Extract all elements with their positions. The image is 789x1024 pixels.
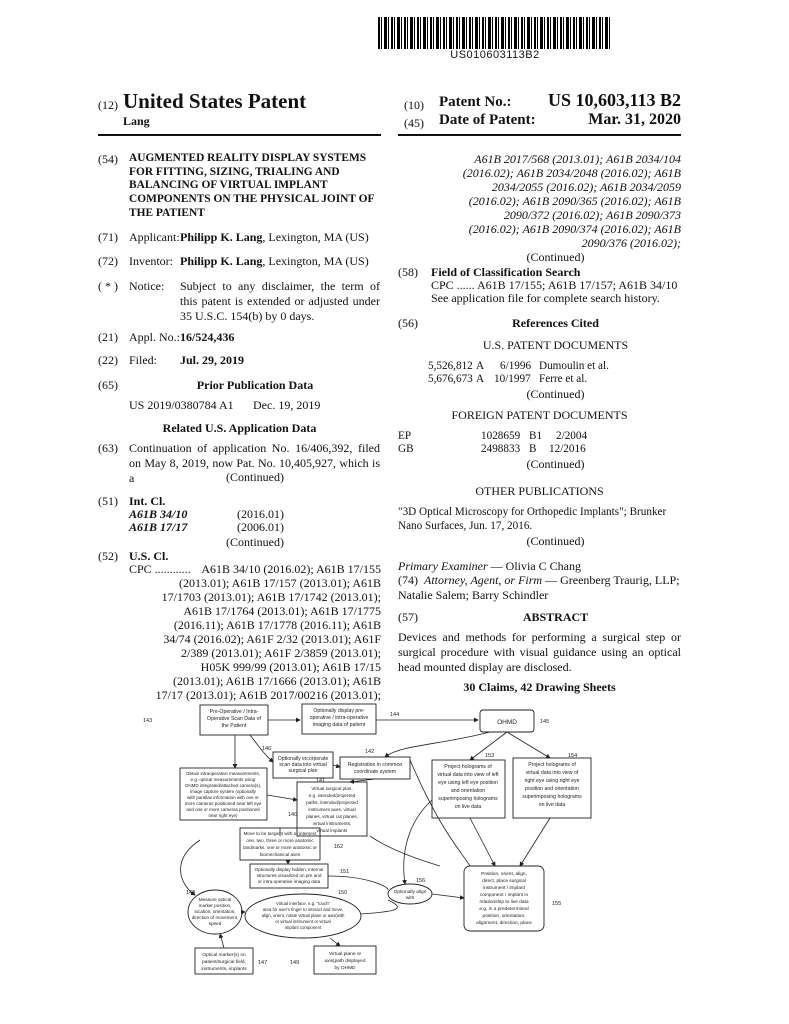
field-see: See application file for complete search history.: [431, 291, 660, 305]
box-148-line: location, orientation,: [194, 909, 236, 914]
appl-no-label: Appl. No.:: [129, 330, 180, 344]
cpc-line: (2013.01); A61B 17/1666 (2013.01); A61B: [172, 674, 381, 688]
box-148-line: direction of movement,: [191, 915, 239, 920]
ref-country: GB: [398, 443, 414, 455]
header-rule-left: [98, 134, 381, 136]
applicant-label: Applicant:: [129, 230, 180, 244]
box-144-line: imaging data of patient: [312, 722, 366, 728]
other-publications-heading: OTHER PUBLICATIONS: [475, 484, 604, 498]
box-140-line: more cameras positioned near left eye: [184, 801, 262, 806]
box-153-line: and orientation: [450, 788, 486, 794]
box-154-line: superimposing holograms: [522, 794, 582, 800]
cpc-cont-line: 2090/376 (2016.02);: [581, 236, 681, 250]
box-149-line: by OHMD: [334, 966, 356, 971]
box-148-line: marker position,: [198, 903, 232, 908]
applicant-location: , Lexington, MA (US): [262, 230, 369, 244]
box-141-line: virtual implants: [316, 828, 348, 833]
box-150-line: align, orient, rotate virtual plane or axis(with: [261, 913, 345, 918]
ref-number: 2498833: [481, 443, 521, 455]
cpc-cont-line: (2016.02); A61B 2090/374 (2016.02); A61B: [468, 222, 681, 236]
code-56: (56): [398, 316, 418, 330]
inventor-name: Philipp K. Lang: [180, 254, 263, 268]
ref-name: Dumoulin et al.: [539, 360, 609, 372]
inventor: [180, 254, 369, 269]
ref-numeral: 143: [143, 718, 153, 724]
box-150-line: Virtual interface, e.g. "touch": [275, 901, 331, 906]
box-150-line: implant component: [284, 925, 322, 930]
box-150-line: or virtual instrument or virtual: [275, 919, 331, 924]
filed-label: Filed:: [129, 353, 158, 367]
notice-code: ( * ): [98, 279, 118, 293]
box-153-line: virtual data into view of left: [437, 772, 499, 778]
ref-numeral: 152: [334, 844, 344, 850]
code-51: (51): [98, 494, 118, 508]
code-65: (65): [98, 378, 118, 392]
box-146-line: surgical plan: [288, 768, 318, 774]
ref-numeral: 156: [416, 878, 426, 884]
ref-numeral: 140: [288, 812, 298, 818]
box-155-line: alignment, direction, place: [476, 921, 532, 926]
code-71: (71): [98, 230, 118, 244]
code-63: (63): [98, 441, 118, 455]
applicant-name: Philipp K. Lang: [180, 230, 263, 244]
ref-numeral: 141: [316, 778, 326, 784]
code-54: (54): [98, 152, 118, 166]
cpc-line: (2013.01); A61B 17/157 (2013.01); A61B: [178, 576, 381, 590]
box-142: [340, 757, 410, 779]
ref-numeral: 155: [552, 901, 562, 907]
box-154-line: on live data: [538, 802, 566, 808]
header-rule-right: [398, 134, 681, 136]
ref-numeral: 150: [338, 890, 348, 896]
field-heading: Field of Classification Search: [431, 265, 581, 279]
cpc-line: (2016.11); A61B 17/1778 (2016.11); A61B: [173, 618, 381, 632]
inventor-location: , Lexington, MA (US): [262, 254, 369, 268]
ref-number: 5,676,673: [428, 373, 473, 385]
ref-numeral: 146: [262, 746, 272, 752]
box-156-line: Optionally align: [393, 890, 427, 895]
cpc-cont-line: 2034/2055 (2016.02); A61B 2034/2059: [491, 180, 681, 194]
continuation-text: Continuation of application No. 16/406,392, filed on May 8, 2019, now Pat. No. 10,405,927, which is a: [129, 441, 380, 485]
box-144-line: operative / intra-operative: [309, 715, 369, 721]
box-154-line: right eye using right eye: [524, 778, 580, 784]
box-155-line: position, orientation,: [482, 914, 526, 919]
box-151-line: Optionally display hidden, internal: [254, 867, 324, 872]
related-heading: Related U.S. Application Data: [162, 421, 317, 435]
code-57: (57): [398, 610, 418, 624]
inventor-label: Inventor:: [129, 254, 173, 268]
box-143-line: Pre-Operative / Intra-: [209, 709, 259, 715]
examiner-label: Primary Examiner: [398, 559, 488, 573]
box-141-line: virtual instruments,: [312, 821, 352, 826]
box-155-line: direct, place surgical: [482, 879, 526, 884]
cpc-line: A61B 34/10 (2016.02); A61B 17/155: [201, 562, 381, 576]
cpc-cont-line: (2016.02); A61B 2090/365 (2016.02); A61B: [468, 194, 681, 208]
ref-numeral: 154: [568, 753, 578, 759]
cpc-label: CPC ............: [129, 562, 191, 576]
box-152-line: Move to be tangent with or intersect: [243, 831, 317, 836]
ref-number: 5,526,812: [428, 360, 473, 372]
box-141-line: instrument axes, virtual: [308, 807, 356, 812]
us-reference-row: [428, 373, 681, 387]
patent-number-label: Patent No.:: [439, 94, 512, 110]
box-147-line: instruments, implants: [201, 967, 247, 972]
document-title: United States Patent: [123, 89, 307, 113]
ref-numeral: 148: [186, 890, 196, 896]
box-149-line: Virtual plane or: [328, 952, 362, 957]
us-docs-heading: U.S. PATENT DOCUMENTS: [482, 338, 629, 352]
cpc-line: 17/17 (2013.01); A61B 2017/00216 (2013.01);: [155, 688, 381, 702]
ref-name: Ferre et al.: [539, 373, 588, 385]
int-cl-more: (Continued): [226, 535, 284, 549]
foreign-docs-more: (Continued): [526, 457, 585, 471]
cpc-line: 34/74 (2016.02); A61F 2/32 (2013.01); A61F: [163, 632, 381, 646]
ref-kind: A: [476, 373, 485, 385]
abstract-text: Devices and methods for performing a surgical step or surgical procedure with visual guidance using an optical head mounted display are disclosed.: [398, 630, 681, 674]
barcode-number: US010603113B2: [450, 49, 540, 61]
box-146-line: scan data into virtual: [279, 762, 327, 768]
box-150-line: area for user's finger to interact and move,: [262, 907, 344, 912]
cpc-cont-line: 2090/372 (2016.02); A61B 2090/373: [503, 208, 681, 222]
box-144-line: Optionally display pre-: [313, 708, 365, 714]
box-140-line: OHMD integrated/attached camera(s),: [184, 783, 262, 788]
us-cl-label: U.S. Cl.: [129, 549, 169, 563]
box-140-line: near right eye): [208, 813, 238, 818]
inventor-short: Lang: [123, 114, 150, 128]
box-155-line: instrument / implant: [483, 886, 525, 891]
notice-label: Notice:: [129, 279, 165, 293]
box-148-line: Measure optical: [198, 897, 232, 902]
box-151-line: structures visualized on pre and: [256, 873, 322, 878]
other-publication: "3D Optical Microscopy for Orthopedic Implants"; Brunker Nano Surfaces, Jun. 17, 2016.: [398, 506, 667, 532]
code-21: (21): [98, 330, 118, 344]
int-cl-class: A61B 34/10: [129, 507, 188, 521]
kind-code-12: (12): [98, 98, 118, 112]
box-147-line: patient/surgical field,: [202, 960, 246, 965]
int-cl-class: A61B 17/17: [129, 520, 188, 534]
cpc-cont-line: (2016.02); A61B 2034/2048 (2016.02); A61B: [462, 166, 681, 180]
field-cpc: CPC ...... A61B 17/155; A61B 17/157; A61B 34/10: [431, 278, 678, 292]
box-142-line: Registration in common: [347, 762, 403, 768]
box-140-line: e.g. optical measurements using: [190, 777, 256, 782]
box-155-line: relationship to live data: [479, 900, 529, 905]
code-74: (74): [398, 573, 418, 587]
code-52: (52): [98, 549, 118, 563]
box-147-line: Optical marker(s) on: [202, 953, 246, 958]
box-154-line: Project holograms of: [528, 762, 576, 768]
box-140-line: with parallax information with one or: [187, 795, 259, 800]
examiner-name: — Olivia C Chang: [487, 559, 581, 573]
box-155-line: component / implant in: [479, 893, 529, 898]
invention-title: AUGMENTED REALITY DISPLAY SYSTEMS FOR FITTING, SIZING, TRIALING AND BALANCING OF VIRTUAL IMPLANT COMPONENTS ON THE PHYSICAL JOINT OF THE PATIENT: [129, 152, 375, 219]
applicant: [180, 230, 369, 245]
attorney: [398, 573, 681, 603]
ref-numeral: 147: [258, 960, 268, 966]
box-153-line: eye using left eye position: [438, 780, 498, 786]
box-142-line: coordinate system: [353, 769, 397, 775]
ref-date: 6/1996: [500, 360, 532, 372]
abstract-heading: ABSTRACT: [522, 610, 589, 624]
cpc-line: A61B 17/1764 (2013.01); A61B 17/1775: [183, 604, 381, 618]
code-22: (22): [98, 353, 118, 367]
box-143-line: the Patient: [221, 723, 247, 729]
box-152-line: biomechanical axes: [259, 852, 301, 857]
ref-numeral: 142: [365, 749, 375, 755]
barcode: [378, 17, 612, 49]
foreign-reference-row: [398, 430, 681, 444]
box-153-line: on live data: [454, 804, 482, 810]
box-141-line: e.g. intended/projected: [308, 793, 356, 798]
prior-publication-date: Dec. 19, 2019: [253, 398, 321, 412]
ref-numeral: 145: [540, 719, 550, 725]
us-reference-row: [428, 360, 681, 374]
ref-date: 10/1997: [494, 373, 531, 385]
cpc-line: 17/1703 (2013.01); A61B 17/1742 (2013.01);: [161, 590, 381, 604]
foreign-docs-heading: FOREIGN PATENT DOCUMENTS: [451, 408, 628, 422]
code-58: (58): [398, 265, 418, 279]
ref-country: EP: [398, 430, 412, 442]
ref-date: 12/2016: [549, 443, 586, 455]
us-docs-more: (Continued): [526, 387, 585, 401]
box-154-line: virtual data into view of: [525, 770, 579, 776]
int-cl-version: (2016.01): [237, 507, 284, 521]
code-72: (72): [98, 254, 118, 268]
cpc-line: 2/389 (2013.01); A61F 2/3859 (2013.01);: [181, 646, 381, 660]
box-140-line: and one or more cameras positioned: [186, 807, 260, 812]
notice-text: Subject to any disclaimer, the term of this patent is extended or adjusted under 35 U.S.C. 154(b) by 0 days.: [180, 279, 380, 323]
box-154-line: position and orientation: [525, 786, 579, 792]
ref-numeral: 151: [340, 869, 350, 875]
date-of-patent: Mar. 31, 2020: [588, 111, 681, 128]
box-141-line: Virtual surgical plan,: [311, 786, 353, 791]
box-141-line: paths, intended/projected: [306, 800, 358, 805]
box-143-line: Operative Scan Data of: [207, 716, 261, 722]
other-publications-more: (Continued): [526, 534, 585, 548]
int-cl-label: Int. Cl.: [129, 494, 166, 508]
ref-numeral: 149: [290, 960, 300, 966]
cpc-cont-more: (Continued): [526, 250, 585, 264]
appl-no: 16/524,436: [180, 330, 235, 344]
attorney-label: Attorney, Agent, or Firm: [424, 573, 543, 587]
box-140-line: image capture system (optionally: [190, 789, 256, 794]
ref-number: 1028659: [481, 430, 521, 442]
attorney-names: — Greenberg Traurig, LLP; Natalie Salem; Barry Schindler: [398, 573, 680, 602]
code-10: (10): [404, 98, 424, 112]
continuation-more: (Continued): [226, 470, 284, 484]
box-153-line: Project holograms of: [444, 764, 492, 770]
ref-numeral: 153: [485, 753, 495, 759]
box-155-line: e.g. in a predetermined: [479, 907, 529, 912]
box-146-line: Optionally incorporate: [277, 756, 329, 762]
claims-count: 30 Claims, 42 Drawing Sheets: [463, 680, 616, 694]
box-153-line: superimposing holograms: [438, 796, 498, 802]
int-cl-version: (2006.01): [237, 520, 284, 534]
box-152-line: landmarks, one or more anatomic or: [243, 845, 317, 850]
ref-numeral: 144: [390, 712, 400, 718]
box-141-line: planes, virtual cut planes,: [306, 814, 358, 819]
box-148-line: speed: [208, 921, 222, 926]
prior-publication-heading: Prior Publication Data: [196, 378, 314, 392]
cpc-line: H05K 999/99 (2013.01); A61B 17/15: [200, 660, 381, 674]
filed-date: Jul. 29, 2019: [180, 353, 245, 367]
box-140-line: Obtain intraoperative measurements,: [185, 771, 261, 776]
box-151-line: or intra-operative imaging data: [257, 879, 321, 884]
primary-examiner: [398, 559, 581, 574]
cpc-cont-line: A61B 2017/568 (2013.01); A61B 2034/104: [474, 152, 681, 166]
references-heading: References Cited: [512, 316, 599, 330]
flow-diagram: [140, 700, 610, 985]
box-155-line: Position, orient, align,: [481, 872, 527, 877]
patent-number: US 10,603,113 B2: [547, 90, 681, 110]
ref-kind: B1: [529, 430, 543, 442]
ref-kind: B: [529, 443, 537, 455]
box-152-line: one, two, three or more anatomic: [246, 838, 314, 843]
code-45: (45): [404, 116, 424, 130]
ref-kind: A: [476, 360, 485, 372]
ohmd-label: OHMD: [497, 719, 517, 726]
ref-date: 2/2004: [556, 430, 588, 442]
box-156-line: with: [405, 896, 415, 901]
box-149-line: axis(path displayed: [324, 959, 366, 964]
prior-publication-number: US 2019/0380784 A1: [129, 398, 234, 412]
date-of-patent-label: Date of Patent:: [439, 112, 536, 128]
foreign-reference-row: [398, 443, 681, 457]
